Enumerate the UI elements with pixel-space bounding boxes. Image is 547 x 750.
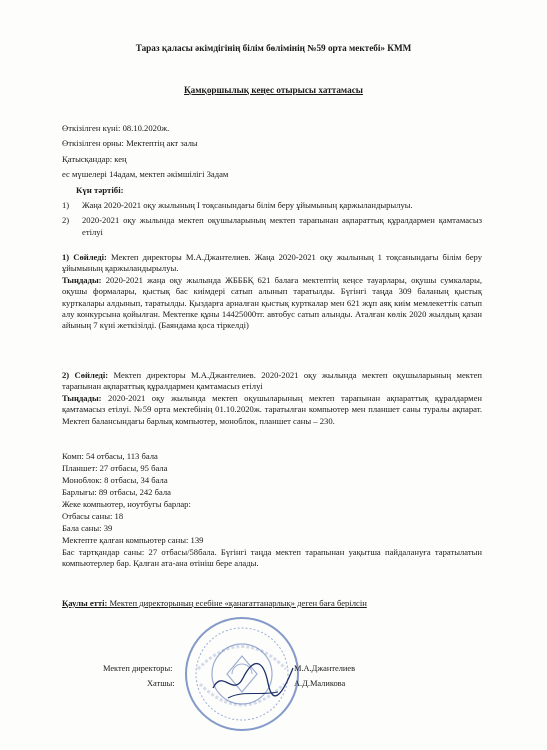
agenda-item-number: 2)	[62, 215, 70, 225]
stat-line: Жеке компьютер, ноутбугы барлар:	[62, 499, 191, 509]
section-2-speaker	[62, 370, 482, 393]
stat-line: Комп: 54 отбасы, 113 бала	[62, 451, 158, 461]
decision	[62, 598, 367, 608]
meta-members: ес мүшелері 14адам, мектеп әкімшілігі 3адам	[62, 169, 229, 179]
document-title: Қамқоршылық кеңес отырысы хаттамасы	[184, 85, 363, 95]
speaker-text: Мектеп директоры М.А.Джантелиев. Жаңа 2020-2021 оқу жылының 1 тоқсанындағы білім беру ұйымының қаржыландырылуы.	[62, 252, 482, 274]
section-2-heard	[62, 393, 482, 427]
agenda-item-text: Жаңа 2020-2021 оқу жылының I тоқсанындағы білім беру ұйымының қаржыландырылуы.	[82, 200, 413, 210]
decision-text: Мектеп директорының есебіне «қанағаттанарлық» деген баға берілсін	[107, 598, 367, 608]
meta-place: Өткізілген орны: Мектептің акт залы	[62, 138, 198, 148]
agenda-heading: Күн тәртібі:	[76, 185, 124, 195]
heard-text: 2020-2021 оқу жылында мектеп оқушыларының мектеп тарапынан ақпараттық құралдармен қамтамасыз етілуі. №59 орта мектебінің 01.10.2020ж. таратылған компьютер мен планшет саны туралы ақпарат. Мектеп балансындағы барлық компьютер, моноблок, планшет саны – 230.	[62, 392, 482, 426]
organization-header: Тараз қаласы әкімдігінің білім бөлімінің №59 орта мектебі» КММ	[135, 43, 412, 53]
agenda-item-number: 1)	[62, 200, 70, 210]
stat-line: Планшет: 27 отбасы, 95 бала	[62, 463, 168, 473]
heard-label: Тыңдады:	[62, 392, 102, 403]
decision-label: Қаулы етті:	[62, 598, 108, 608]
secretary-label: Хатшы:	[147, 679, 175, 688]
section-1-speaker	[62, 252, 482, 275]
section-1	[62, 252, 482, 332]
stat-line: Моноблок: 8 отбасы, 34 бала	[62, 475, 168, 485]
stat-line: Отбасы саны: 18	[62, 511, 124, 521]
speaker-text: Мектеп директоры М.А.Джантелиев. 2020-2021 оқу жылында мектеп оқушыларының мектеп тарапынан ақпараттық құралдармен қамтамасыз етілуі	[62, 370, 482, 392]
heard-text: 2020-2021 жаңа оқу жылында ЖБББҚ 621 балаға мектептің кеңсе тауарлары, оқушы сумкалары, оқушы формалары, қыстық бас киімдері сатып алынып таратылды. Бүгінгі таңда 309 баланың қыстық курткалары алдынып, таратылды. Қыздарға арналған қыстық курткалар мен 621 жұп аяқ киім мемлекеттік сатып алу конкурсына қойылған. Мектепке құны 14425000тг. автобус сатып алынды. Аталған көлік 2020 жылдың қазан айының 7 күні жеткізілді. (Баяндама қоса тіркелді)	[62, 274, 482, 331]
heard-label: Тыңдады:	[62, 274, 102, 285]
meta-date: Өткізілген күні: 08.10.2020ж.	[62, 123, 170, 133]
agenda-item	[62, 200, 482, 212]
agenda-item-text: 2020-2021 оқу жылында мектеп оқушыларының мектеп тарапынан ақпараттық құралдармен қамтамасыз етілуі	[82, 215, 482, 237]
meta-attendees: Қатысқандар: кең	[62, 154, 127, 164]
stat-line: Барлығы: 89 отбасы, 242 бала	[62, 487, 171, 497]
signature-icon	[208, 648, 298, 708]
director-name: М.А.Джантелиев	[294, 664, 356, 673]
section-2-closing: Бас тартқандар саны: 27 отбасы/58бала. Бүгінгі таңда мектеп тарапынан уақытша пайдалануға таратылатын компьютерлер бар. Қалған ата-ана өтініш бере алады.	[62, 547, 482, 569]
speaker-label: 1) Сөйледі:	[62, 252, 107, 262]
section-2	[62, 370, 482, 427]
director-label: Мектеп директоры:	[103, 664, 173, 673]
agenda-item	[62, 215, 482, 238]
secretary-name: А.Д.Маликова	[294, 679, 346, 688]
stat-line: Бала саны: 39	[62, 523, 113, 533]
stat-line: Мектепте қалған компьютер саны: 139	[62, 535, 204, 545]
section-1-heard	[62, 275, 482, 332]
speaker-label: 2) Сөйледі:	[62, 370, 109, 380]
